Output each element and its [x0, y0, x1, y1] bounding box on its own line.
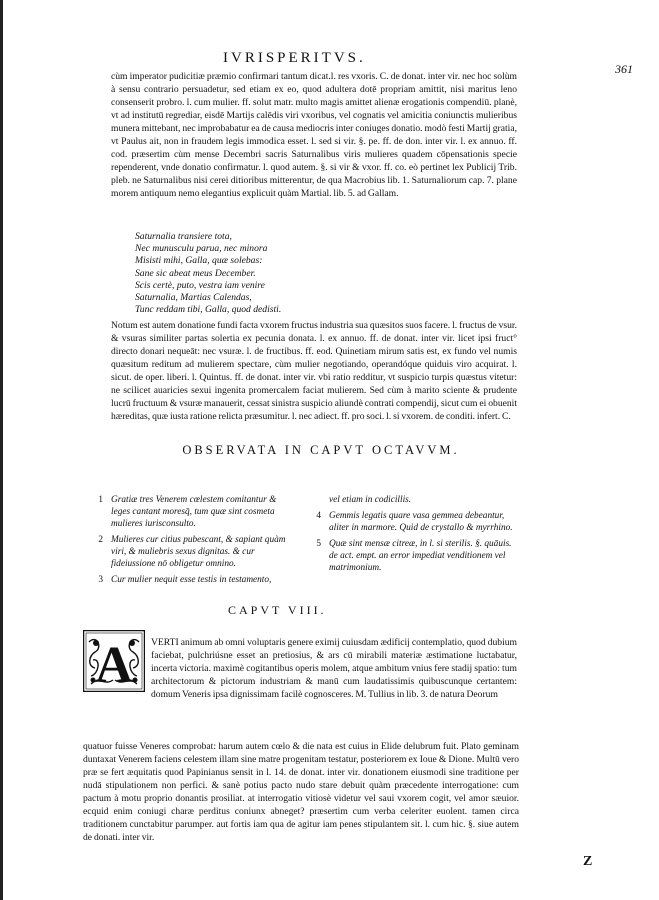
observata-title: OBSERVATA IN CAPVT OCTAVVM. — [182, 443, 460, 457]
chapter-heading: CAPVT VIII. — [228, 603, 327, 617]
item-text: vel etiam in codicillis. — [329, 495, 412, 505]
item-text: Gemmis legatis quare vasa gemmea debeantur, aliter in marmore. Quid de crystallo & myrrhino. — [329, 511, 513, 533]
list-item — [309, 510, 514, 534]
item-text: Cur mulier nequit esse testis in testamento, — [111, 575, 272, 585]
item-number: 1 — [98, 495, 103, 505]
middle-paragraph: Notum est autem donatione fundi facta vxorem fructus industria sua quæsitos suos facere. l. fructus de vsur. & vsuras similiter partas solertia ex pecunia donata. l. ex annuo. ff. de donat. inter vir. licet ipsi fruct° directo donari nequeāt: nec vsuræ. l. de fructibus. ff. eod. Quinetiam mirum satis est, ex fundo vel numis quæsitum reditum ad mulierem spectare, cùm mulier negotiando, operandóque quiduis viro acquirat. l. sicut. de oper. liberi. l. Quintus. ff. de donat. inter vir. vbi ratio redditur, vt suspicio turpis quæstus vitetur: ne scilicet auaricies sexui ingenita promercalem faciat mulierem. Sed cùm à marito sciente & prudente lucrū fructuum & vsuræ manauerit, cessat sinistra suspicio aliundè contrati compendij, sicut cum ei obuenit hæreditas, quæ iusta ratione relicta præsumitur. l. nec adiect. ff. pro soci. l. si vxorem. de conditi. infert. C. — [111, 320, 517, 423]
initial-letter: A — [95, 637, 133, 692]
chapter-first-paragraph: VERTI animum ab omni voluptaris genere eximij cuiusdam ædificij contemplatio, quod dubium faciebat, pulchriúsne esset an pretiosius, & ars cū mirabili materiæ æstimatione luctabatur, incerta victoria. maximè cogitantibus operis molem, atque ambitum vnius fere stadij spatio: tum architectorum & pictorum industriam & manū cum laudatissimis quibuscunque certantem: domum Veneris ipsa dignissimam facilè cognosceres. M. Tullius in lib. 3. de natura Deorum — [151, 637, 517, 701]
observata-column-left — [91, 494, 296, 590]
poem-line: Misisti mihi, Galla, quæ solebas: — [135, 255, 263, 267]
item-text: Quæ sint mensæ citreæ, in l. si sterilis. §. quāuis. de act. empt. an error impediat venditionem vel matrimonium. — [329, 539, 512, 573]
observata-column-right — [309, 494, 514, 578]
martial-epigram — [135, 231, 435, 316]
item-number: 4 — [316, 511, 321, 521]
item-number: 5 — [316, 539, 321, 549]
poem-line: Sane sic abeat meus December. — [135, 267, 256, 279]
poem-line: Saturnalia transiere tota, — [135, 231, 232, 242]
poem-line: Scis certè, puto, vestra iam venire — [135, 279, 265, 291]
list-item — [91, 574, 296, 586]
list-item — [91, 534, 296, 570]
intro-paragraph: cùm imperator pudicitiæ præmio confirmari tantum dicat.l. res vxoris. C. de donat. inter vir. nec hoc solùm à sensu contrario persuadetur, sed etiam ex eo, quod adultera dotē propriam amittit, nisi maritus leno consenserit probro. l. cum mulier. ff. solut matr. multo magis amittet alienæ erogationis compendiū. planè, vt ad institutū regrediar, eisdē Martijs calēdis viri vxoribus, vel cognatis vel amicitia coniunctis mulieribus munera mittebant, nec improbabatur ea de causa mediocris inter coniuges donatio. modò festi Martij gratia, vt Paulus ait, non in fraudem legis immodica esset. l. sed si vir. §. pe. ff. de don. inter vir. l. ex annuo. ff. cod. præsertim cùm mense Decembri sacris Saturnalibus viris mulieres quadem cōpensationis specie rependerent, vnde donatio confirmatur. l. quod autem. §. si vir & vxor. ff. co. eò pertinet lex Publicij Trib. pleb. ne Saturnalibus nisi cerei ditioribus mitterentur, de qua Macrobius lib. 1. Saturnaliorum cap. 7. plane morem antiquum nemo elegantius explicuit quàm Martial. lib. 5. ad Gallam. — [111, 71, 517, 200]
list-item — [309, 538, 514, 574]
item-number: 2 — [98, 535, 103, 545]
page-number: 361 — [615, 62, 633, 76]
decorated-initial-icon — [83, 630, 145, 692]
poem-line: Tunc reddam tibi, Galla, quod dedisti. — [135, 304, 282, 316]
chapter-continued-paragraph: quatuor fuisse Veneres comprobat: harum autem cœlo & die nata est cuius in Elide delubrum fuit. Plato geminam duntaxat Venerem faciens celestem illam sine matre progenitam testatur, posteriorem ex Ioue & Dione. Multū vero præ se fert æquitatis quod Papinianus sensit in l. 14. de donat. inter vir. donationem eiusmodi sine traditione per nudā stipulationem non perfici. & sanè potius pacto nudo stare debuit quàm præcedente interrogatione: cum pactum à motu proprio donantis prosiliat. at interrogatio vitiosè videtur vel saui vxorem cogit, vel amor sæuior. ecquid enim coniugi charæ perditus coniunx abneget? præsertim cum verba celeriter euolent. tamen circa traditionem cunctabitur parumper. aut fortis iam qua de agitur iam penes stipulantem sit. l. cum hic. §. siue autem de donati. inter vir. — [83, 741, 519, 844]
item-text: Mulieres cur citius pubescant, & sapiant quàm viri, & muliebris sexus dignitas. & cur fideiussione nō obligetur omnino. — [111, 535, 286, 569]
item-text: Gratiæ tres Venerem cœlestem comitantur & leges cantant moresq̄, tum quæ sint cosmeta mulieres iurisconsulto. — [111, 495, 277, 529]
item-number: 3 — [98, 575, 103, 585]
poem-line: Nec munusculu parua, nec minora — [135, 243, 268, 255]
poem-line: Saturnalia, Martias Calendas, — [135, 292, 252, 304]
running-title: IVRISPERITVS. — [223, 50, 366, 66]
list-item — [309, 494, 514, 506]
signature-mark: Z — [583, 854, 593, 869]
list-item — [91, 494, 296, 530]
